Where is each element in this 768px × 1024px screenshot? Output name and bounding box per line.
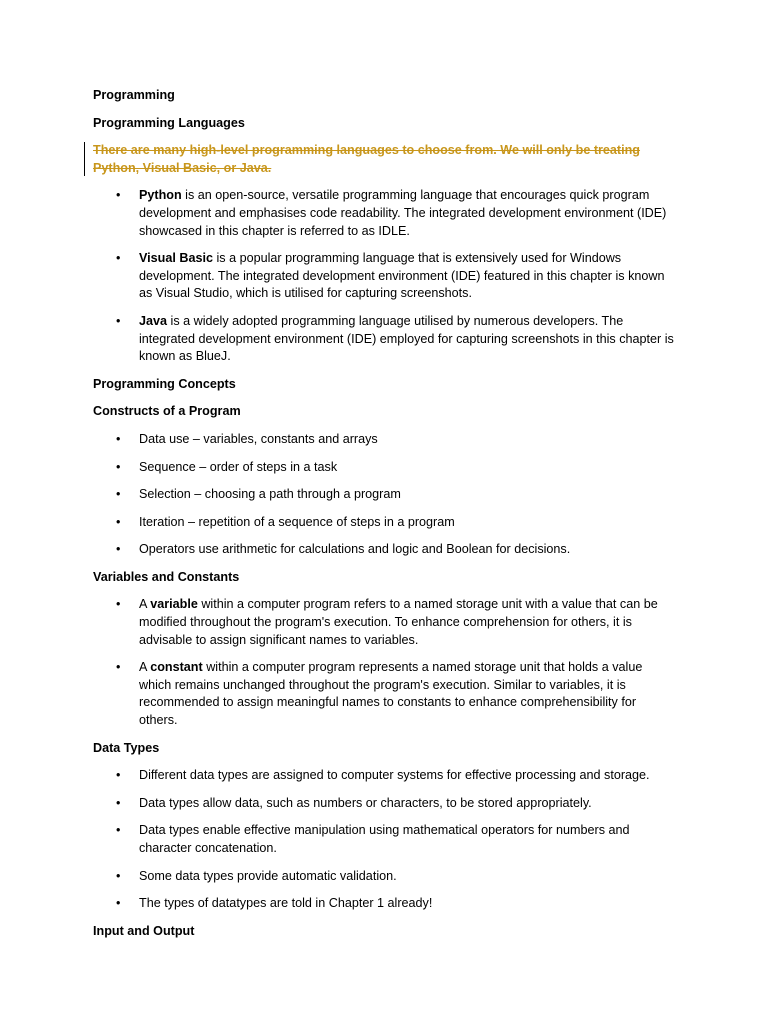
list-item	[93, 767, 678, 785]
list-item-text: Selection – choosing a path through a program	[139, 487, 401, 502]
bullet-icon: •	[116, 514, 121, 529]
list-item	[93, 187, 678, 240]
heading-programming-concepts: Programming Concepts	[93, 376, 236, 391]
list-item	[93, 822, 678, 857]
bullet-icon: •	[116, 660, 121, 675]
term-java: Java	[139, 313, 168, 328]
list-item	[93, 795, 678, 813]
bullet-icon: •	[116, 823, 121, 838]
variables-list	[93, 596, 678, 729]
heading-data-types: Data Types	[93, 740, 160, 755]
list-item	[93, 459, 678, 477]
list-item	[93, 659, 678, 729]
list-item-text: Some data types provide automatic validation.	[139, 868, 397, 883]
heading-input-output: Input and Output	[93, 923, 195, 938]
list-item-text: within a computer program represents a named storage unit that holds a value which remains unchanged throughout the program's execution. Similar to variables, it is recommended to assign meaningful names to constants to enhance comprehensibility for others.	[139, 660, 643, 728]
bullet-icon: •	[116, 251, 121, 266]
list-item	[93, 250, 678, 303]
list-item	[93, 514, 678, 532]
list-item-text: The types of datatypes are told in Chapter 1 already!	[139, 896, 433, 911]
list-item-text: Data types enable effective manipulation using mathematical operators for numbers and character concatenation.	[139, 823, 630, 855]
list-item-text: Data types allow data, such as numbers or characters, to be stored appropriately.	[139, 795, 592, 810]
document-title: Programming	[93, 88, 175, 102]
list-item-text: is an open-source, versatile programming language that encourages quick program development and emphasises code readability. The integrated development environment (IDE) showcased in this chapter is referred to as IDLE.	[139, 188, 667, 238]
tracked-deletion-text: There are many high-level programming languages to choose from. We will only be treating Python, Visual Basic, or Java.	[93, 143, 641, 175]
heading-constructs: Constructs of a Program	[93, 404, 241, 419]
list-item-text: is a widely adopted programming language utilised by numerous developers. The integrated development environment (IDE) employed for capturing screenshots in this chapter is known as BlueJ.	[139, 313, 674, 364]
bullet-icon: •	[116, 487, 121, 502]
bullet-icon: •	[116, 313, 121, 328]
list-item-text: Different data types are assigned to computer systems for effective processing and storage.	[139, 768, 650, 783]
list-item-text: Iteration – repetition of a sequence of steps in a program	[139, 514, 455, 529]
list-item	[93, 868, 678, 886]
heading-programming-languages: Programming Languages	[93, 115, 245, 130]
languages-list	[93, 187, 678, 365]
list-item	[93, 596, 678, 649]
bullet-icon: •	[116, 597, 121, 612]
list-item	[93, 895, 678, 913]
data-types-list	[93, 767, 678, 913]
bullet-icon: •	[116, 795, 121, 810]
tracked-change-block	[93, 142, 678, 177]
list-item-text: within a computer program refers to a named storage unit with a value that can be modified throughout the program's execution. To enhance comprehension for others, it is advisable to assign significant names to variables.	[139, 597, 658, 647]
list-item-text: Sequence – order of steps in a task	[139, 459, 338, 474]
list-item	[93, 486, 678, 504]
bullet-icon: •	[116, 868, 121, 883]
list-item-text: is a popular programming language that is extensively used for Windows development. The integrated development environment (IDE) featured in this chapter is known as Visual Studio, which is utilised for capturing screenshots.	[139, 251, 665, 301]
term-constant: constant	[150, 660, 203, 675]
term-variable: variable	[150, 597, 198, 612]
constructs-list	[93, 431, 678, 559]
change-bar-marker	[84, 142, 85, 176]
list-item	[93, 431, 678, 449]
term-python: Python	[139, 188, 182, 203]
list-item-text: Data use – variables, constants and arrays	[139, 431, 378, 446]
bullet-icon: •	[116, 188, 121, 203]
list-item-prefix: A	[139, 660, 151, 675]
list-item	[93, 541, 678, 559]
bullet-icon: •	[116, 896, 121, 911]
list-item-prefix: A	[139, 597, 151, 612]
bullet-icon: •	[116, 768, 121, 783]
list-item	[93, 313, 678, 366]
list-item-text: Operators use arithmetic for calculations and logic and Boolean for decisions.	[139, 542, 571, 557]
term-visual-basic: Visual Basic	[139, 251, 213, 266]
bullet-icon: •	[116, 431, 121, 446]
bullet-icon: •	[116, 459, 121, 474]
bullet-icon: •	[116, 542, 121, 557]
heading-variables-constants: Variables and Constants	[93, 569, 240, 584]
